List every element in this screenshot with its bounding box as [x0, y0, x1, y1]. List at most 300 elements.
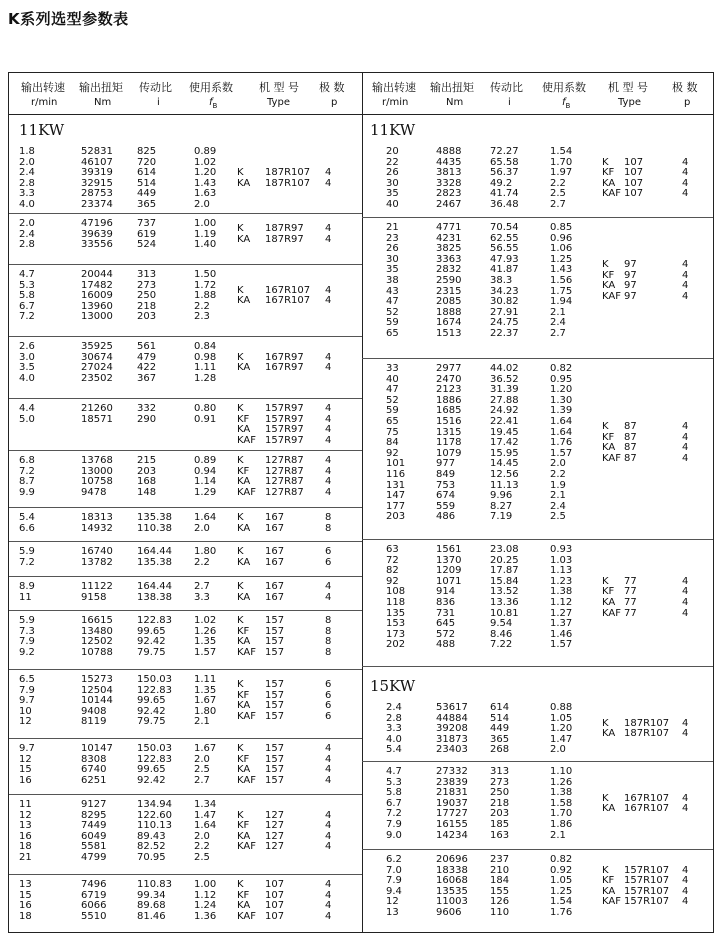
cell-ratio: 56.55: [490, 243, 519, 255]
cell-speed: 9.7: [19, 743, 35, 754]
cell-factor: 1.06: [550, 243, 573, 255]
cell-torque: 1079: [436, 447, 462, 459]
cell-speed: 5.0: [19, 413, 35, 425]
model-series: KF: [602, 586, 615, 598]
cell-ratio: 92.42: [137, 774, 166, 786]
cell-factor: 1.10: [550, 766, 573, 777]
model-series: K: [237, 223, 244, 235]
model-row: [9, 582, 362, 593]
cell-torque: 12504: [81, 684, 113, 696]
cell-ratio: 82.52: [137, 841, 166, 853]
model-series: KA: [237, 295, 251, 307]
cell-ratio: 614: [137, 167, 157, 179]
right-group: [362, 217, 713, 359]
cell-torque: 14932: [81, 522, 113, 534]
cell-torque: 10788: [81, 646, 113, 658]
model-size: 107: [265, 889, 285, 901]
poles: 4: [682, 431, 689, 443]
poles: 4: [682, 596, 689, 608]
table-row: [362, 855, 713, 866]
cell-speed: 135: [386, 607, 406, 619]
poles: 4: [325, 476, 332, 488]
cell-ratio: 31.39: [490, 384, 519, 396]
cell-factor: 0.93: [550, 544, 573, 555]
table-row: [362, 491, 713, 502]
cell-speed: 21: [386, 222, 399, 233]
cell-speed: 35: [386, 264, 399, 276]
model-series: K: [237, 167, 244, 179]
cell-factor: 1.64: [194, 820, 217, 832]
cell-factor: 1.76: [550, 906, 573, 918]
model-size: 157: [265, 646, 285, 658]
cell-torque: 4799: [81, 851, 107, 863]
poles: 4: [325, 233, 332, 245]
model-size: 127R87: [265, 465, 304, 477]
cell-ratio: 164.44: [137, 546, 172, 557]
table-row: [9, 853, 362, 864]
cell-factor: 1.63: [194, 188, 217, 200]
model-size: 167: [265, 556, 285, 568]
cell-factor: 2.2: [194, 841, 210, 853]
cell-factor: 1.19: [194, 228, 217, 240]
cell-torque: 6740: [81, 764, 107, 776]
cell-speed: 9.9: [19, 486, 35, 498]
cell-ratio: 449: [137, 188, 157, 200]
model-series: KAF: [237, 774, 256, 786]
cell-torque: 2823: [436, 188, 462, 200]
model-row: [9, 547, 362, 558]
cell-ratio: 720: [137, 156, 157, 168]
poles: 6: [325, 679, 332, 691]
model-size: 167: [265, 591, 285, 603]
cell-speed: 12: [19, 716, 32, 728]
cell-speed: 9.4: [386, 885, 402, 897]
cell-ratio: 122.83: [137, 753, 172, 765]
model-series: KA: [237, 177, 251, 189]
cell-torque: 35925: [81, 341, 113, 352]
model-series: KAF: [237, 711, 256, 723]
poles: 6: [325, 556, 332, 568]
model-size: 157R107: [624, 885, 670, 897]
cell-speed: 8.9: [19, 581, 35, 592]
cell-speed: 7.0: [386, 864, 402, 876]
model-series: KAF: [237, 910, 256, 922]
cell-torque: 39208: [436, 723, 468, 735]
cell-ratio: 237: [490, 854, 510, 865]
page-title: K系列选型参数表: [8, 10, 129, 28]
cell-ratio: 122.60: [137, 809, 172, 821]
cell-ratio: 110.38: [137, 522, 172, 534]
poles: 6: [325, 689, 332, 701]
cell-speed: 23: [386, 232, 399, 244]
cell-torque: 9158: [81, 591, 107, 603]
cell-speed: 5.9: [19, 615, 35, 626]
model-types: [9, 582, 362, 603]
model-series: KA: [602, 596, 616, 608]
model-series: KF: [237, 753, 250, 765]
cell-speed: 5.3: [386, 776, 402, 788]
model-row: [9, 224, 362, 235]
cell-torque: 17482: [81, 279, 113, 291]
cell-factor: 1.38: [550, 787, 573, 799]
cell-ratio: 737: [137, 218, 157, 229]
model-types: [362, 422, 713, 464]
cell-ratio: 72.27: [490, 146, 519, 157]
cell-torque: 19037: [436, 797, 468, 809]
cell-torque: 1888: [436, 306, 462, 318]
cell-factor: 1.02: [194, 156, 217, 168]
model-series: KA: [602, 280, 616, 292]
poles: 4: [682, 792, 689, 804]
model-series: K: [602, 156, 609, 168]
model-series: KA: [602, 885, 616, 897]
cell-speed: 6.2: [386, 854, 402, 865]
model-series: KAF: [237, 434, 256, 446]
cell-factor: 1.23: [550, 575, 573, 587]
cell-speed: 12: [19, 809, 32, 821]
cell-factor: 2.2: [194, 300, 210, 312]
model-row: [9, 524, 362, 535]
cell-factor: 1.13: [550, 565, 573, 577]
cell-factor: 0.89: [194, 146, 217, 157]
cell-factor: 2.5: [194, 764, 210, 776]
header-torque: 输出扭矩: [430, 81, 474, 94]
cell-speed: 118: [386, 596, 406, 608]
poles: 4: [325, 424, 332, 436]
unit-torque: Nm: [94, 97, 112, 108]
cell-ratio: 122.83: [137, 684, 172, 696]
cell-ratio: 168: [137, 476, 157, 488]
cell-torque: 23502: [81, 372, 113, 384]
header-model: 机 型 号: [608, 81, 648, 94]
cell-torque: 52831: [81, 146, 113, 157]
poles: 4: [325, 434, 332, 446]
table-header-right: [362, 73, 713, 115]
cell-torque: 674: [436, 490, 456, 502]
model-size: 127R87: [265, 486, 304, 498]
model-size: 77: [624, 575, 637, 587]
model-series: K: [237, 351, 244, 363]
cell-ratio: 34.23: [490, 285, 519, 297]
poles: 4: [325, 284, 332, 296]
cell-factor: 2.4: [550, 500, 566, 512]
cell-ratio: 70.95: [137, 851, 166, 863]
power-label-left: 11KW: [19, 121, 65, 139]
model-size: 107: [624, 177, 644, 189]
cell-torque: 1685: [436, 405, 462, 417]
poles: 4: [325, 403, 332, 414]
model-series: K: [602, 575, 609, 587]
cell-factor: 1.26: [550, 776, 573, 788]
cell-torque: 5510: [81, 910, 107, 922]
cell-speed: 1.8: [19, 146, 35, 157]
cell-factor: 2.0: [194, 198, 210, 210]
model-row: [9, 637, 362, 648]
cell-factor: 1.24: [194, 900, 217, 912]
poles: 4: [325, 753, 332, 765]
model-types: [9, 168, 362, 189]
model-row: [9, 436, 362, 447]
cell-ratio: 135.38: [137, 556, 172, 568]
model-size: 157R107: [624, 864, 670, 876]
model-series: KAF: [602, 607, 621, 619]
cell-speed: 16: [19, 900, 32, 912]
table-row: [362, 396, 713, 407]
poles: 4: [325, 841, 332, 853]
left-group: [9, 541, 362, 577]
cell-factor: 2.7: [194, 774, 210, 786]
table-row: [9, 189, 362, 200]
model-row: [9, 765, 362, 776]
model-size: 87: [624, 431, 637, 443]
poles: 4: [682, 586, 689, 598]
table-row: [362, 200, 713, 211]
cell-factor: 0.82: [550, 854, 573, 865]
cell-speed: 9.7: [19, 695, 35, 707]
cell-torque: 1561: [436, 544, 462, 555]
cell-torque: 16155: [436, 818, 468, 830]
cell-torque: 21260: [81, 403, 113, 414]
cell-factor: 1.43: [550, 264, 573, 276]
model-row: [9, 179, 362, 190]
cell-ratio: 365: [137, 198, 157, 210]
model-series: KF: [602, 431, 615, 443]
cell-ratio: 110.13: [137, 820, 172, 832]
cell-factor: 1.72: [194, 279, 217, 291]
cell-speed: 22: [386, 156, 399, 168]
cell-torque: 977: [436, 458, 456, 470]
model-size: 167: [265, 546, 285, 557]
cell-torque: 30674: [81, 351, 113, 363]
cell-speed: 7.2: [19, 556, 35, 568]
model-types: [9, 513, 362, 534]
poles: 4: [325, 743, 332, 754]
cell-speed: 18: [19, 841, 32, 853]
cell-ratio: 215: [137, 455, 157, 466]
cell-ratio: 150.03: [137, 743, 172, 754]
cell-ratio: 92.42: [137, 705, 166, 717]
cell-torque: 23839: [436, 776, 468, 788]
cell-factor: 1.47: [194, 809, 217, 821]
cell-speed: 2.8: [386, 712, 402, 724]
cell-ratio: 13.36: [490, 596, 519, 608]
poles: 4: [682, 177, 689, 189]
cell-speed: 33: [386, 363, 399, 374]
model-row: [362, 804, 713, 815]
model-series: KF: [237, 625, 250, 637]
cell-ratio: 250: [137, 290, 157, 302]
model-row: [9, 404, 362, 415]
cell-torque: 11003: [436, 896, 468, 908]
cell-speed: 30: [386, 177, 399, 189]
right-column: [362, 73, 713, 932]
poles: 8: [325, 615, 332, 626]
model-size: 187R97: [265, 223, 304, 235]
poles: 4: [325, 809, 332, 821]
cell-speed: 108: [386, 586, 406, 598]
cell-ratio: 27.91: [490, 306, 519, 318]
model-series: KF: [602, 875, 615, 887]
cell-factor: 1.12: [194, 889, 217, 901]
cell-ratio: 561: [137, 341, 157, 352]
cell-ratio: 30.82: [490, 296, 519, 308]
table-row: [362, 566, 713, 577]
cell-torque: 4888: [436, 146, 462, 157]
model-size: 157: [265, 689, 285, 701]
unit-poles: p: [331, 97, 338, 108]
cell-factor: 1.75: [550, 285, 573, 297]
left-group: [9, 669, 362, 739]
cell-torque: 16068: [436, 875, 468, 887]
model-size: 187R107: [265, 177, 311, 189]
cell-factor: 1.80: [194, 546, 217, 557]
cell-ratio: 134.94: [137, 799, 172, 810]
poles: 4: [682, 803, 689, 815]
cell-factor: 1.25: [550, 253, 573, 265]
cell-torque: 1886: [436, 394, 462, 406]
cell-torque: 39319: [81, 167, 113, 179]
model-series: K: [237, 679, 244, 691]
cell-factor: 2.4: [550, 317, 566, 329]
cell-factor: 2.5: [550, 188, 566, 200]
left-group: [9, 213, 362, 265]
cell-factor: 1.35: [194, 684, 217, 696]
model-row: [9, 296, 362, 307]
model-size: 87: [624, 421, 637, 433]
cell-factor: 1.11: [194, 674, 217, 685]
cell-speed: 153: [386, 618, 406, 630]
model-row: [9, 513, 362, 524]
cell-factor: 1.14: [194, 476, 217, 488]
model-series: KA: [602, 728, 616, 740]
model-row: [362, 189, 713, 200]
table-row: [9, 200, 362, 211]
cell-speed: 11: [19, 799, 32, 810]
poles: 4: [325, 486, 332, 498]
right-group: [362, 697, 713, 762]
left-group: [9, 610, 362, 670]
model-size: 167R97: [265, 351, 304, 363]
table-row: [362, 767, 713, 778]
model-series: KF: [602, 269, 615, 281]
poles: 4: [325, 465, 332, 477]
cell-speed: 52: [386, 394, 399, 406]
model-size: 187R107: [265, 167, 311, 179]
cell-speed: 7.9: [386, 818, 402, 830]
cell-speed: 47: [386, 296, 399, 308]
cell-ratio: 514: [137, 177, 157, 189]
cell-torque: 31873: [436, 733, 468, 745]
cell-speed: 3.3: [386, 723, 402, 735]
model-row: [9, 488, 362, 499]
cell-torque: 1209: [436, 565, 462, 577]
model-size: 157: [265, 636, 285, 648]
cell-ratio: 614: [490, 702, 510, 713]
cell-factor: 1.70: [550, 808, 573, 820]
model-types: [9, 286, 362, 307]
cell-speed: 2.4: [19, 228, 35, 240]
cell-ratio: 10.81: [490, 607, 519, 619]
cell-torque: 7496: [81, 879, 107, 890]
cell-speed: 116: [386, 468, 406, 480]
model-series: KAF: [602, 290, 621, 302]
cell-torque: 5581: [81, 841, 107, 853]
table-row: [362, 831, 713, 842]
poles: 8: [325, 646, 332, 658]
cell-torque: 10758: [81, 476, 113, 488]
cell-factor: 1.00: [194, 879, 217, 890]
model-types: [9, 616, 362, 658]
cell-speed: 92: [386, 575, 399, 587]
unit-ratio: i: [157, 97, 160, 108]
table-row: [362, 556, 713, 567]
model-row: [362, 433, 713, 444]
table-row: [362, 820, 713, 831]
cell-factor: 1.38: [550, 586, 573, 598]
model-size: 157: [265, 700, 285, 712]
model-series: KA: [237, 700, 251, 712]
model-row: [9, 776, 362, 787]
unit-speed: r/min: [382, 97, 409, 108]
model-row: [362, 179, 713, 190]
cell-ratio: 332: [137, 403, 157, 414]
cell-factor: 0.96: [550, 232, 573, 244]
unit-torque: Nm: [446, 97, 464, 108]
model-series: KA: [237, 362, 251, 374]
cell-ratio: 138.38: [137, 591, 172, 603]
cell-ratio: 290: [137, 413, 157, 425]
model-row: [362, 281, 713, 292]
cell-factor: 0.89: [194, 455, 217, 466]
cell-speed: 18: [19, 910, 32, 922]
model-size: 127: [265, 830, 285, 842]
poles: 4: [682, 885, 689, 897]
poles: 4: [682, 188, 689, 200]
model-size: 167: [265, 512, 285, 523]
cell-factor: 1.20: [194, 167, 217, 179]
cell-ratio: 313: [490, 766, 510, 777]
poles: 4: [325, 591, 332, 603]
model-row: [9, 755, 362, 766]
cell-torque: 645: [436, 618, 456, 630]
model-series: K: [237, 284, 244, 296]
power-label-right-11kw: 11KW: [370, 121, 416, 139]
cell-ratio: 164.44: [137, 581, 172, 592]
table-row: [362, 244, 713, 255]
table-row: [362, 385, 713, 396]
cell-torque: 10147: [81, 743, 113, 754]
model-types: [362, 260, 713, 302]
table-row: [362, 512, 713, 523]
cell-speed: 20: [386, 146, 399, 157]
model-size: 87: [624, 453, 637, 465]
model-row: [9, 235, 362, 246]
cell-torque: 4435: [436, 156, 462, 168]
model-row: [9, 415, 362, 426]
table-row: [362, 318, 713, 329]
cell-speed: 26: [386, 243, 399, 255]
cell-torque: 53617: [436, 702, 468, 713]
model-series: KAF: [602, 188, 621, 200]
model-row: [9, 477, 362, 488]
model-series: K: [237, 455, 244, 466]
model-size: 187R97: [265, 233, 304, 245]
model-size: 127R87: [265, 476, 304, 488]
model-series: KAF: [237, 646, 256, 658]
cell-torque: 33556: [81, 239, 113, 251]
model-size: 107: [624, 188, 644, 200]
model-size: 127: [265, 809, 285, 821]
